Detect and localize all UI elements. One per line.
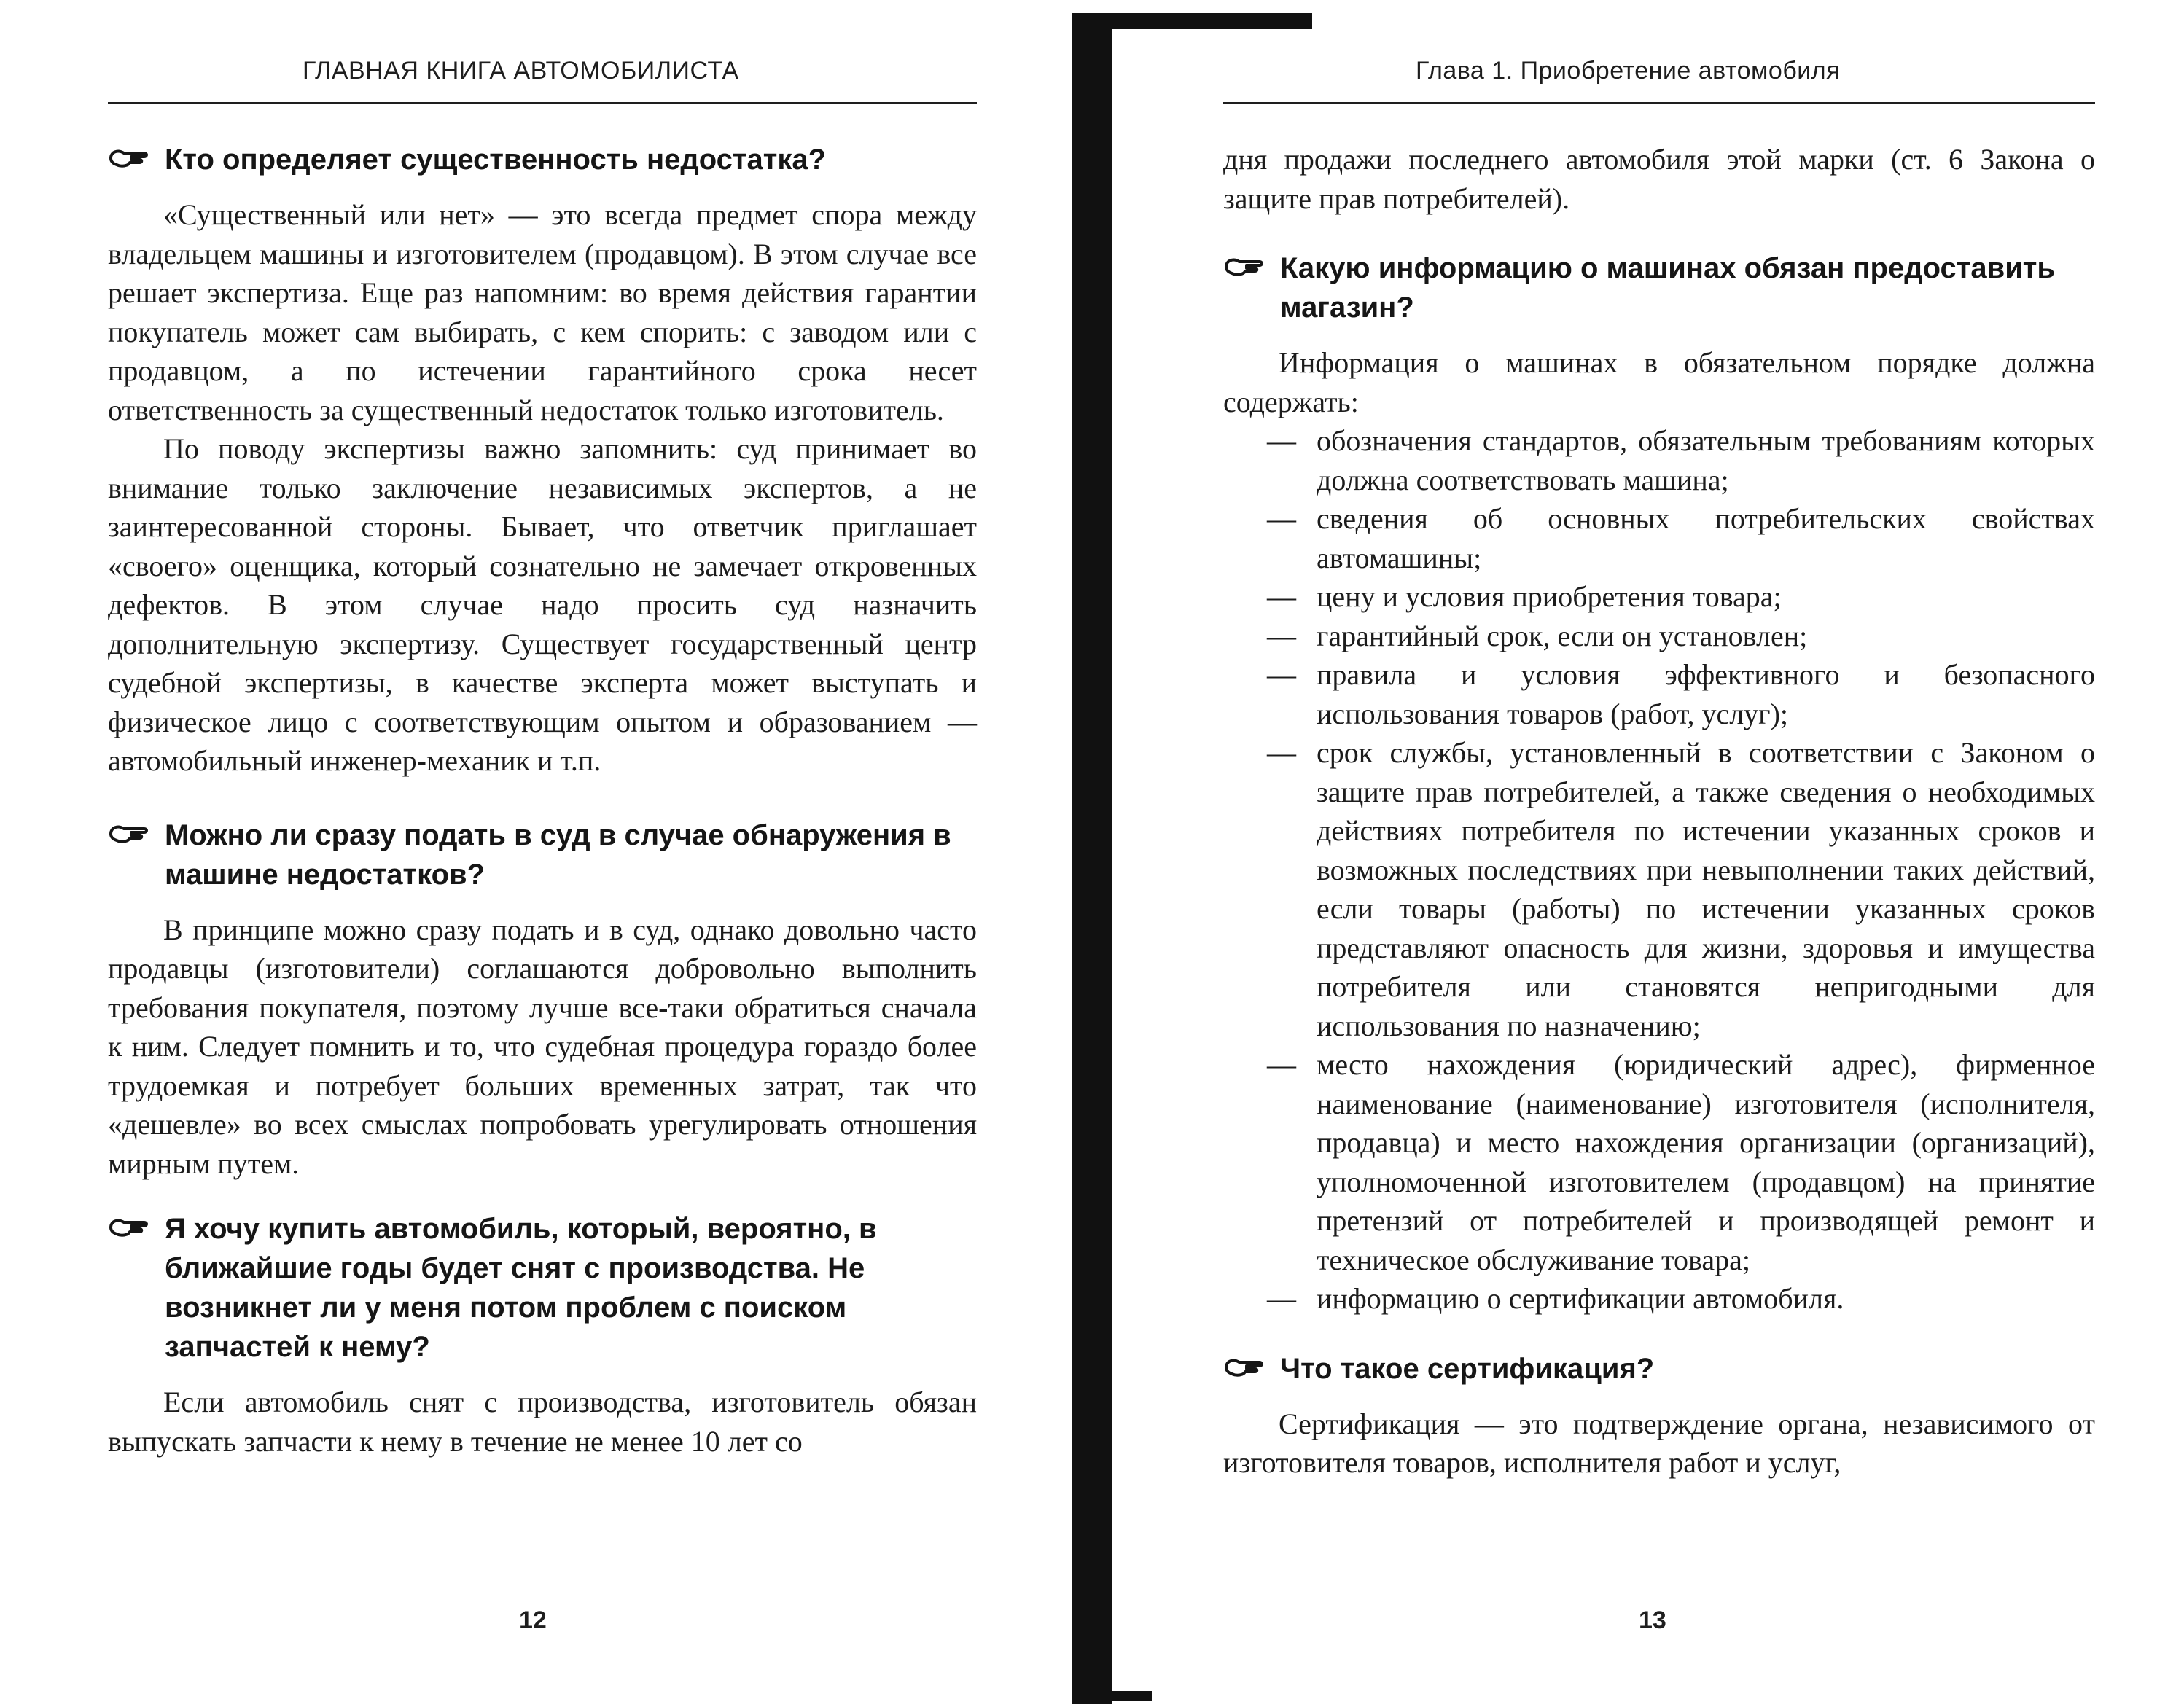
question-heading: Какую информацию о машинах обязан предоставить магазин? (1223, 249, 2095, 327)
running-head: ГЛАВНАЯ КНИГА АВТОМОБИЛИСТА (303, 57, 739, 85)
paragraph: Если автомобиль снят с производства, изготовитель обязан выпускать запчасти к нему в течение не менее 10 лет со (108, 1386, 977, 1458)
page-number: 13 (1639, 1606, 1666, 1634)
pointing-hand-icon (1223, 1349, 1280, 1388)
right-page (1064, 0, 2184, 1707)
question-heading: Можно ли сразу подать в суд в случае обнаружения в машине недостатков? (108, 816, 977, 894)
question-heading: Кто определяет существенность недостатка? (108, 140, 977, 179)
list-item: — обозначения стандартов, обязательным требованиям которых должна соответствовать машина; (1267, 424, 2095, 496)
list-item: — срок службы, установленный в соответствии с Законом о защите прав потребителей, а также сведения о необходимых действиях потребителя по истечении указанных сроков и возможных последствиях при невыполнении таких действий, если товары (работы) по истечении указанных сроков представляют опасность для жизни, здоровья и имущества потребителя или становятся непригодными для использования по назначению; (1267, 736, 2095, 1042)
paragraph: Информация о машинах в обязательном порядке должна содержать: (1223, 346, 2095, 418)
pointing-hand-icon (108, 816, 165, 894)
right-page-content (1223, 140, 2095, 1483)
list-item: — гарантийный срок, если он установлен; (1267, 619, 1808, 652)
paragraph: «Существенный или нет» — это всегда предмет спора между владельцем машины и изготовителем (продавцом). В этом случае все решает экспертиза. Еще раз напомним: во время действия гарантии покупатель может сам выбирать, с кем спорить: с заводом или с продавцом, а по истечении гарантийного срока несет ответственность за существенный недостаток только изготовитель. (108, 198, 977, 426)
running-head: Глава 1. Приобретение автомобиля (1416, 57, 1841, 85)
header-rule (108, 102, 977, 104)
left-page (0, 0, 1050, 1707)
pointing-hand-icon (108, 1209, 165, 1367)
pointing-hand-icon (108, 140, 165, 179)
pointing-hand-icon (1223, 249, 1280, 327)
paragraph: По поводу экспертизы важно запомнить: суд принимает во внимание только заключение независимых экспертов, а не заинтересованной стороны. Бывает, что ответчик приглашает «своего» оценщика, который сознательно не замечает откровенных дефектов. В этом случае надо просить суд назначить дополнительную экспертизу. Существует государственный центр судебной экспертизы, в качестве эксперта может выступать и физическое лицо с соответствующим опытом и образованием — автомобильный инженер-механик и т.п. (108, 432, 977, 777)
paragraph: В принципе можно сразу подать и в суд, однако довольно часто продавцы (изготовители) соглашаются добровольно выполнить требования покупателя, поэтому лучше все-таки обратиться сначала к ним. Следует помнить и то, что судебная процедура гораздо более трудоемкая и потребует больших временных затрат, так что «дешевле» во всех смыслах попробовать урегулировать отношения мирным путем. (108, 913, 977, 1180)
header-rule (1223, 102, 2095, 104)
page-number: 12 (519, 1606, 547, 1634)
list-item: — правила и условия эффективного и безопасного использования товаров (работ, услуг); (1267, 658, 2095, 730)
question-heading: Что такое сертификация? (1223, 1349, 2095, 1388)
question-heading: Я хочу купить автомобиль, который, вероятно, в ближайшие годы будет снят с производства. Не возникнет ли у меня потом проблем с поиском запчастей к нему? (108, 1209, 977, 1367)
list-item: — информацию о сертификации автомобиля. (1267, 1282, 1844, 1315)
list-item: — сведения об основных потребительских свойствах автомашины; (1267, 502, 2095, 574)
list-item: — место нахождения (юридический адрес), фирменное наименование (наименование) изготовителя (исполнителя, продавца) и место нахождения организации (организаций), уполномоченной изготовителем (продавцом) на принятие претензий от потребителей и производящей ремонт и техническое обслуживание товара; (1267, 1048, 2095, 1276)
left-page-content (108, 140, 977, 1461)
paragraph: дня продажи последнего автомобиля этой марки (ст. 6 Закона о защите прав потребителей). (1223, 143, 2095, 215)
info-list (1223, 421, 2095, 1319)
list-item: — цену и условия приобретения товара; (1267, 580, 1782, 613)
paragraph: Сертификация — это подтверждение органа, независимого от изготовителя товаров, исполнителя работ и услуг, (1223, 1407, 2095, 1479)
